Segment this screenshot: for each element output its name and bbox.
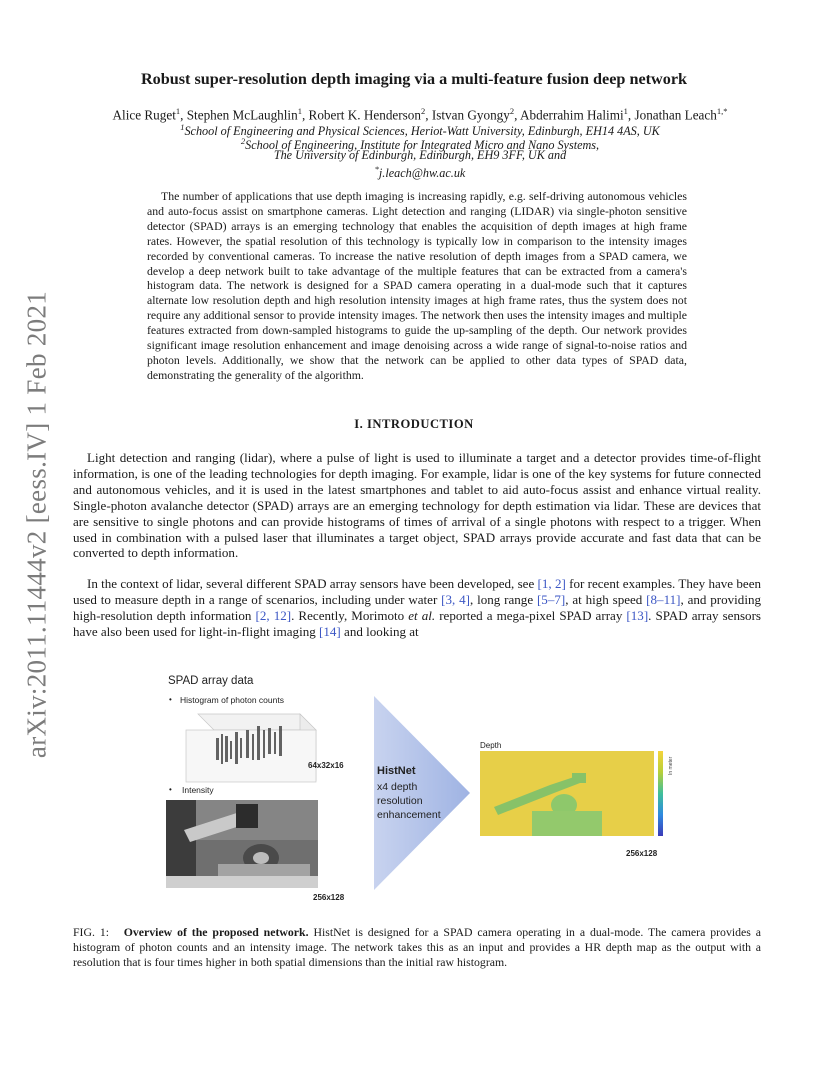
author: Jonathan Leach [634,107,717,123]
network-arrow-triangle [374,696,474,890]
intro-paragraph-1: Light detection and ranging (lidar), where a pulse of light is used to illuminate a target and a detector provides time-of-flight information, is one of the leading technologies for depth imaging. For example, lidar is one of the key systems for future connected and autonomous vehicles, and it is used in the latest smartphones and tablet to aid auto-focus assist and enhance virtual reality. Single-photon avalanche detector (SPAD) arrays are an emerging technology for depth estimation via lidar. These are devices that are sensitive to single photons and can provide histograms of times of arrival of a single photons with respect to a trigger. When used in combination with a pulsed laser that illuminates a target object, SPAD arrays provide accurate and fast data that can be converted to depth information. [73,450,761,561]
affiliation-2-cont: The University of Edinburgh, Edinburgh, EH9 3FF, UK and [273,148,567,162]
affiliation-1: $^1$School of Engineering and Physical Sciences, Heriot-Watt University, Edinburgh, EH14 4AS, UK [180,122,660,139]
caption-text: HistNet is designed for a SPAD camera operating in a dual-mode. The camera provides a histogram of photon counts and an intensity image. The network takes this as an input and provides a HR depth map as the output with a resolution that is four times higher in both spatial dimensions than the initial raw histogram. [73,925,761,969]
intensity-dims: 256x128 [313,893,345,902]
intro-paragraph-2: In the context of lidar, several different SPAD array sensors have been developed, see [1, 2] for recent examples. They have been used to measure depth in a range of scenarios, including under water [3, 4], long range [5–7], at high speed [8–11], and providing high-resolution depth information [2, 12]. Recently, Morimoto et al. reported a mega-pixel SPAD array [13]. SPAD array sensors have also been used for light-in-flight imaging [14] and looking at [73,576,762,639]
citation-link[interactable]: [2, 12] [255,607,292,623]
affiliation-2: $^2$School of Engineering, Institute for Integrated Micro and Nano Systems, [240,136,600,153]
corresponding-email: *j.leach@hw.ac.uk [374,164,466,181]
network-desc-line1: x4 depth [377,781,418,793]
citation-link[interactable]: [14] [319,623,341,639]
paper-title: Robust super-resolution depth imaging via a multi-feature fusion deep network [140,70,688,88]
abstract: The number of applications that use depth imaging is increasing rapidly, e.g. self-driving autonomous vehicles and auto-focus assist on smartphone cameras. Light detection and ranging (LIDAR) via single-photon sensitive detector (SPAD) arrays is an emerging technology that enables the acquisition of depth images at high frame rates. However, the spatial resolution of this technology is typically low in comparison to the intensity images recorded by conventional cameras. To increase the native resolution of depth images from a SPAD camera, we develop a deep network built to take advantage of the multiple features that can be extracted from a camera's histogram data. The network is designed for a SPAD camera operating in a dual-mode such that it captures alternate low resolution depth and high resolution intensity images at high frame rates, thus the system does not require any additional sensor to provide intensity images. The network then uses the intensity images and multiple features extracted from down-sampled histograms to guide the up-sampling of the depth. Our network provides significant image resolution enhancement and image denoising across a wide range of signal-to-noise ratios and photon levels. Additionally, we show that the network can be applied to other data types of SPAD data, demonstrating the generality of the algorithm. [147,189,687,382]
figure-1 [160,668,680,908]
citation-link[interactable]: [3, 4] [441,591,470,607]
citation-link[interactable]: [5–7] [536,591,566,607]
depth-label: Depth [480,741,502,750]
figure-caption [73,925,761,970]
caption-label: FIG. 1: [73,925,110,939]
section-heading: I. INTRODUCTION [354,417,474,431]
author: Robert K. Henderson [308,107,421,123]
histogram-dims: 64x32x16 [308,761,344,770]
network-desc-line2: resolution [377,795,423,807]
network-desc-line3: enhancement [377,809,441,821]
histogram-label: Histogram of photon counts [180,695,284,705]
citation-link[interactable]: [13] [626,607,649,623]
author-list: Alice Ruget$^1$, Stephen McLaughlin$^1$, Robert K. Henderson$^2$, Istvan Gyongy$^2$, Abderrahim Halimi$^1$, Jonathan Leach$^{1,*}$ [112,106,728,123]
author: Istvan Gyongy [431,107,510,123]
colorbar-label: In meter [668,756,674,775]
arxiv-identifier: arXiv:2011.11444v2 [eess.IV] 1 Feb 2021 [21,290,52,759]
histogram-cube-image [180,708,330,790]
bullet: • [169,695,172,704]
depth-map-image [480,751,680,841]
author: Abderrahim Halimi [519,107,624,123]
citation-link[interactable]: [1, 2] [537,576,566,591]
spad-data-title: SPAD array data [168,675,254,687]
depth-dims: 256x128 [626,849,658,858]
arxiv-sidebar-stamp [0,0,52,759]
author: Alice Ruget [112,107,176,123]
intensity-image [166,800,318,888]
bullet: • [169,785,172,794]
intensity-label: Intensity [182,785,214,795]
caption-title: Overview of the proposed network. [123,925,309,939]
citation-link[interactable]: [8–11] [646,591,681,607]
author: Stephen McLaughlin [186,107,298,123]
network-name: HistNet [377,765,416,777]
